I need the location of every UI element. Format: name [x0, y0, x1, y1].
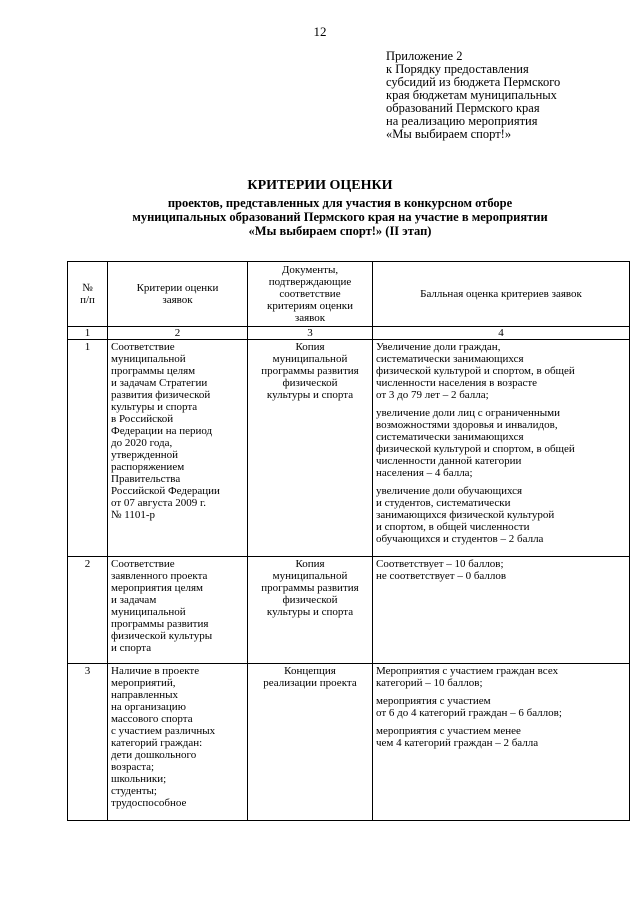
text-line: возможностями здоровья и инвалидов,	[376, 419, 558, 431]
text-line: численности населения в возрасте	[376, 377, 538, 389]
text-line: не соответствует – 0 баллов	[376, 570, 507, 582]
text-line: дети дошкольного	[111, 749, 197, 761]
text-line: Копия	[295, 341, 325, 353]
score-paragraph	[376, 485, 626, 545]
text-line: обучающихся и студентов – 2 балла	[376, 533, 544, 545]
text-line: распоряжением	[111, 461, 185, 473]
text-line: программы развития	[261, 582, 359, 594]
text-line: муниципальной	[272, 570, 348, 582]
text-line: подтверждающие	[268, 276, 352, 288]
text-line: школьники;	[111, 773, 167, 785]
text-line: от 6 до 4 категорий граждан – 6 баллов;	[376, 707, 562, 719]
text-line: Федерации на период	[111, 425, 213, 437]
subtitle-line: проектов, представленных для участия в конкурсном отборе	[167, 196, 513, 210]
text-line: физической культуры	[111, 630, 213, 642]
text-line: и спорта	[111, 642, 152, 654]
text-line: систематически занимающихся	[376, 353, 524, 365]
text-line: Соответствие	[111, 341, 175, 353]
text-line: категорий – 10 баллов;	[376, 677, 483, 689]
text-line: культуры и спорта	[266, 606, 354, 618]
text-line: Концепция	[284, 665, 336, 677]
text-line: культуры и спорта	[266, 389, 354, 401]
text-line: до 2020 года,	[111, 437, 173, 449]
text-line: Балльная оценка критериев заявок	[420, 288, 582, 300]
text-line: и спортом, в общей численности	[376, 521, 530, 533]
text-line: №	[82, 282, 93, 294]
table-row	[68, 664, 630, 821]
text-line: на организацию	[111, 701, 186, 713]
text-line: физической культурой и спортом, в общей	[376, 443, 575, 455]
text-line: культуры и спорта	[111, 401, 198, 413]
appendix-line: «Мы выбираем спорт!»	[386, 127, 512, 141]
text-line: мероприятий,	[111, 677, 176, 689]
score-paragraph	[376, 665, 626, 689]
appendix-line: субсидий из бюджета Пермского	[386, 75, 561, 89]
table-header-row	[68, 262, 630, 327]
text-line: Документы,	[281, 264, 339, 276]
column-index: 4	[373, 327, 630, 340]
text-line: программы развития	[261, 365, 359, 377]
documents-cell	[248, 557, 373, 664]
documents-cell	[248, 340, 373, 557]
text-line: численности данной категории	[376, 455, 522, 467]
appendix-line: к Порядку предоставления	[386, 62, 529, 76]
criteria-table	[67, 261, 630, 821]
text-line: Мероприятия с участием граждан всех	[376, 665, 559, 677]
text-line: Критерии оценки	[136, 282, 219, 294]
text-line: категорий граждан:	[111, 737, 203, 749]
score-cell	[373, 664, 630, 821]
text-line: занимающихся физической культурой	[376, 509, 555, 521]
text-line: мероприятия с участием	[376, 695, 491, 707]
text-line: физической	[282, 594, 338, 606]
documents-cell	[248, 664, 373, 821]
text-line: Наличие в проекте	[111, 665, 200, 677]
appendix-line: на реализацию мероприятия	[386, 114, 538, 128]
score-cell	[373, 340, 630, 557]
column-index: 1	[68, 327, 108, 340]
text-line: систематически занимающихся	[376, 431, 524, 443]
score-paragraph	[376, 341, 626, 401]
text-line: и задачам Стратегии	[111, 377, 208, 389]
text-line: студенты;	[111, 785, 157, 797]
text-line: чем 4 категорий граждан – 2 балла	[376, 737, 539, 749]
text-line: Российской Федерации	[111, 485, 220, 497]
score-paragraph	[376, 407, 626, 479]
document-subtitle	[60, 196, 620, 238]
appendix-line: Приложение 2	[386, 49, 463, 63]
text-line: мероприятия целям	[111, 582, 203, 594]
text-line: увеличение доли лиц с ограниченными	[376, 407, 561, 419]
appendix-line: образований Пермского края	[386, 101, 540, 115]
text-line: заявок	[294, 312, 326, 324]
text-line: развития физической	[111, 389, 211, 401]
header-criteria	[108, 262, 248, 327]
text-line: муниципальной	[111, 353, 186, 365]
text-line: от 07 августа 2009 г.	[111, 497, 206, 509]
text-line: муниципальной	[111, 606, 186, 618]
appendix-line: края бюджетам муниципальных	[386, 88, 557, 102]
text-line: критериям оценки	[267, 300, 353, 312]
subtitle-line: муниципальных образований Пермского края на участие в мероприятии	[132, 210, 548, 224]
column-index-row	[68, 327, 630, 340]
text-line: массового спорта	[111, 713, 193, 725]
text-line: населения – 4 балла;	[376, 467, 473, 479]
column-index: 3	[248, 327, 373, 340]
text-line: физической культурой и спортом, в общей	[376, 365, 575, 377]
header-num	[68, 262, 108, 327]
text-line: заявок	[162, 294, 193, 306]
text-line: физической	[282, 377, 338, 389]
table-row	[68, 340, 630, 557]
score-paragraph	[376, 558, 626, 582]
text-line: Увеличение доли граждан,	[376, 341, 501, 353]
text-line: с участием различных	[111, 725, 216, 737]
page-number: 12	[313, 24, 327, 39]
row-number: 2	[68, 557, 108, 664]
row-number: 1	[68, 340, 108, 557]
text-line: программы развития	[111, 618, 209, 630]
text-line: возраста;	[111, 761, 155, 773]
text-line: и студентов, систематически	[376, 497, 511, 509]
text-line: заявленного проекта	[111, 570, 208, 582]
text-line: направленных	[111, 689, 178, 701]
text-line: № 1101-р	[111, 509, 155, 521]
text-line: в Российской	[111, 413, 174, 425]
score-paragraph	[376, 725, 626, 749]
text-line: трудоспособное	[111, 797, 187, 809]
text-line: соответствие	[279, 288, 341, 300]
text-line: муниципальной	[272, 353, 348, 365]
row-number: 3	[68, 664, 108, 821]
text-line: реализации проекта	[263, 677, 357, 689]
text-line: мероприятия с участием менее	[376, 725, 521, 737]
text-line: Копия	[295, 558, 325, 570]
header-score	[373, 262, 630, 327]
criteria-cell	[108, 340, 248, 557]
text-line: п/п	[80, 294, 95, 306]
text-line: Соответствует – 10 баллов;	[376, 558, 504, 570]
score-cell	[373, 557, 630, 664]
text-line: программы целям	[111, 365, 196, 377]
text-line: и задачам	[111, 594, 157, 606]
text-line: увеличение доли обучающихся	[376, 485, 523, 497]
table-row	[68, 557, 630, 664]
criteria-cell	[108, 557, 248, 664]
appendix-note	[386, 50, 616, 141]
score-paragraph	[376, 695, 626, 719]
document-title: КРИТЕРИИ ОЦЕНКИ	[247, 178, 393, 193]
criteria-cell	[108, 664, 248, 821]
subtitle-line: «Мы выбираем спорт!» (II этап)	[248, 224, 432, 238]
text-line: Соответствие	[111, 558, 175, 570]
header-documents	[248, 262, 373, 327]
text-line: от 3 до 79 лет – 2 балла;	[376, 389, 489, 401]
column-index: 2	[108, 327, 248, 340]
text-line: Правительства	[111, 473, 181, 485]
text-line: утвержденной	[111, 449, 179, 461]
